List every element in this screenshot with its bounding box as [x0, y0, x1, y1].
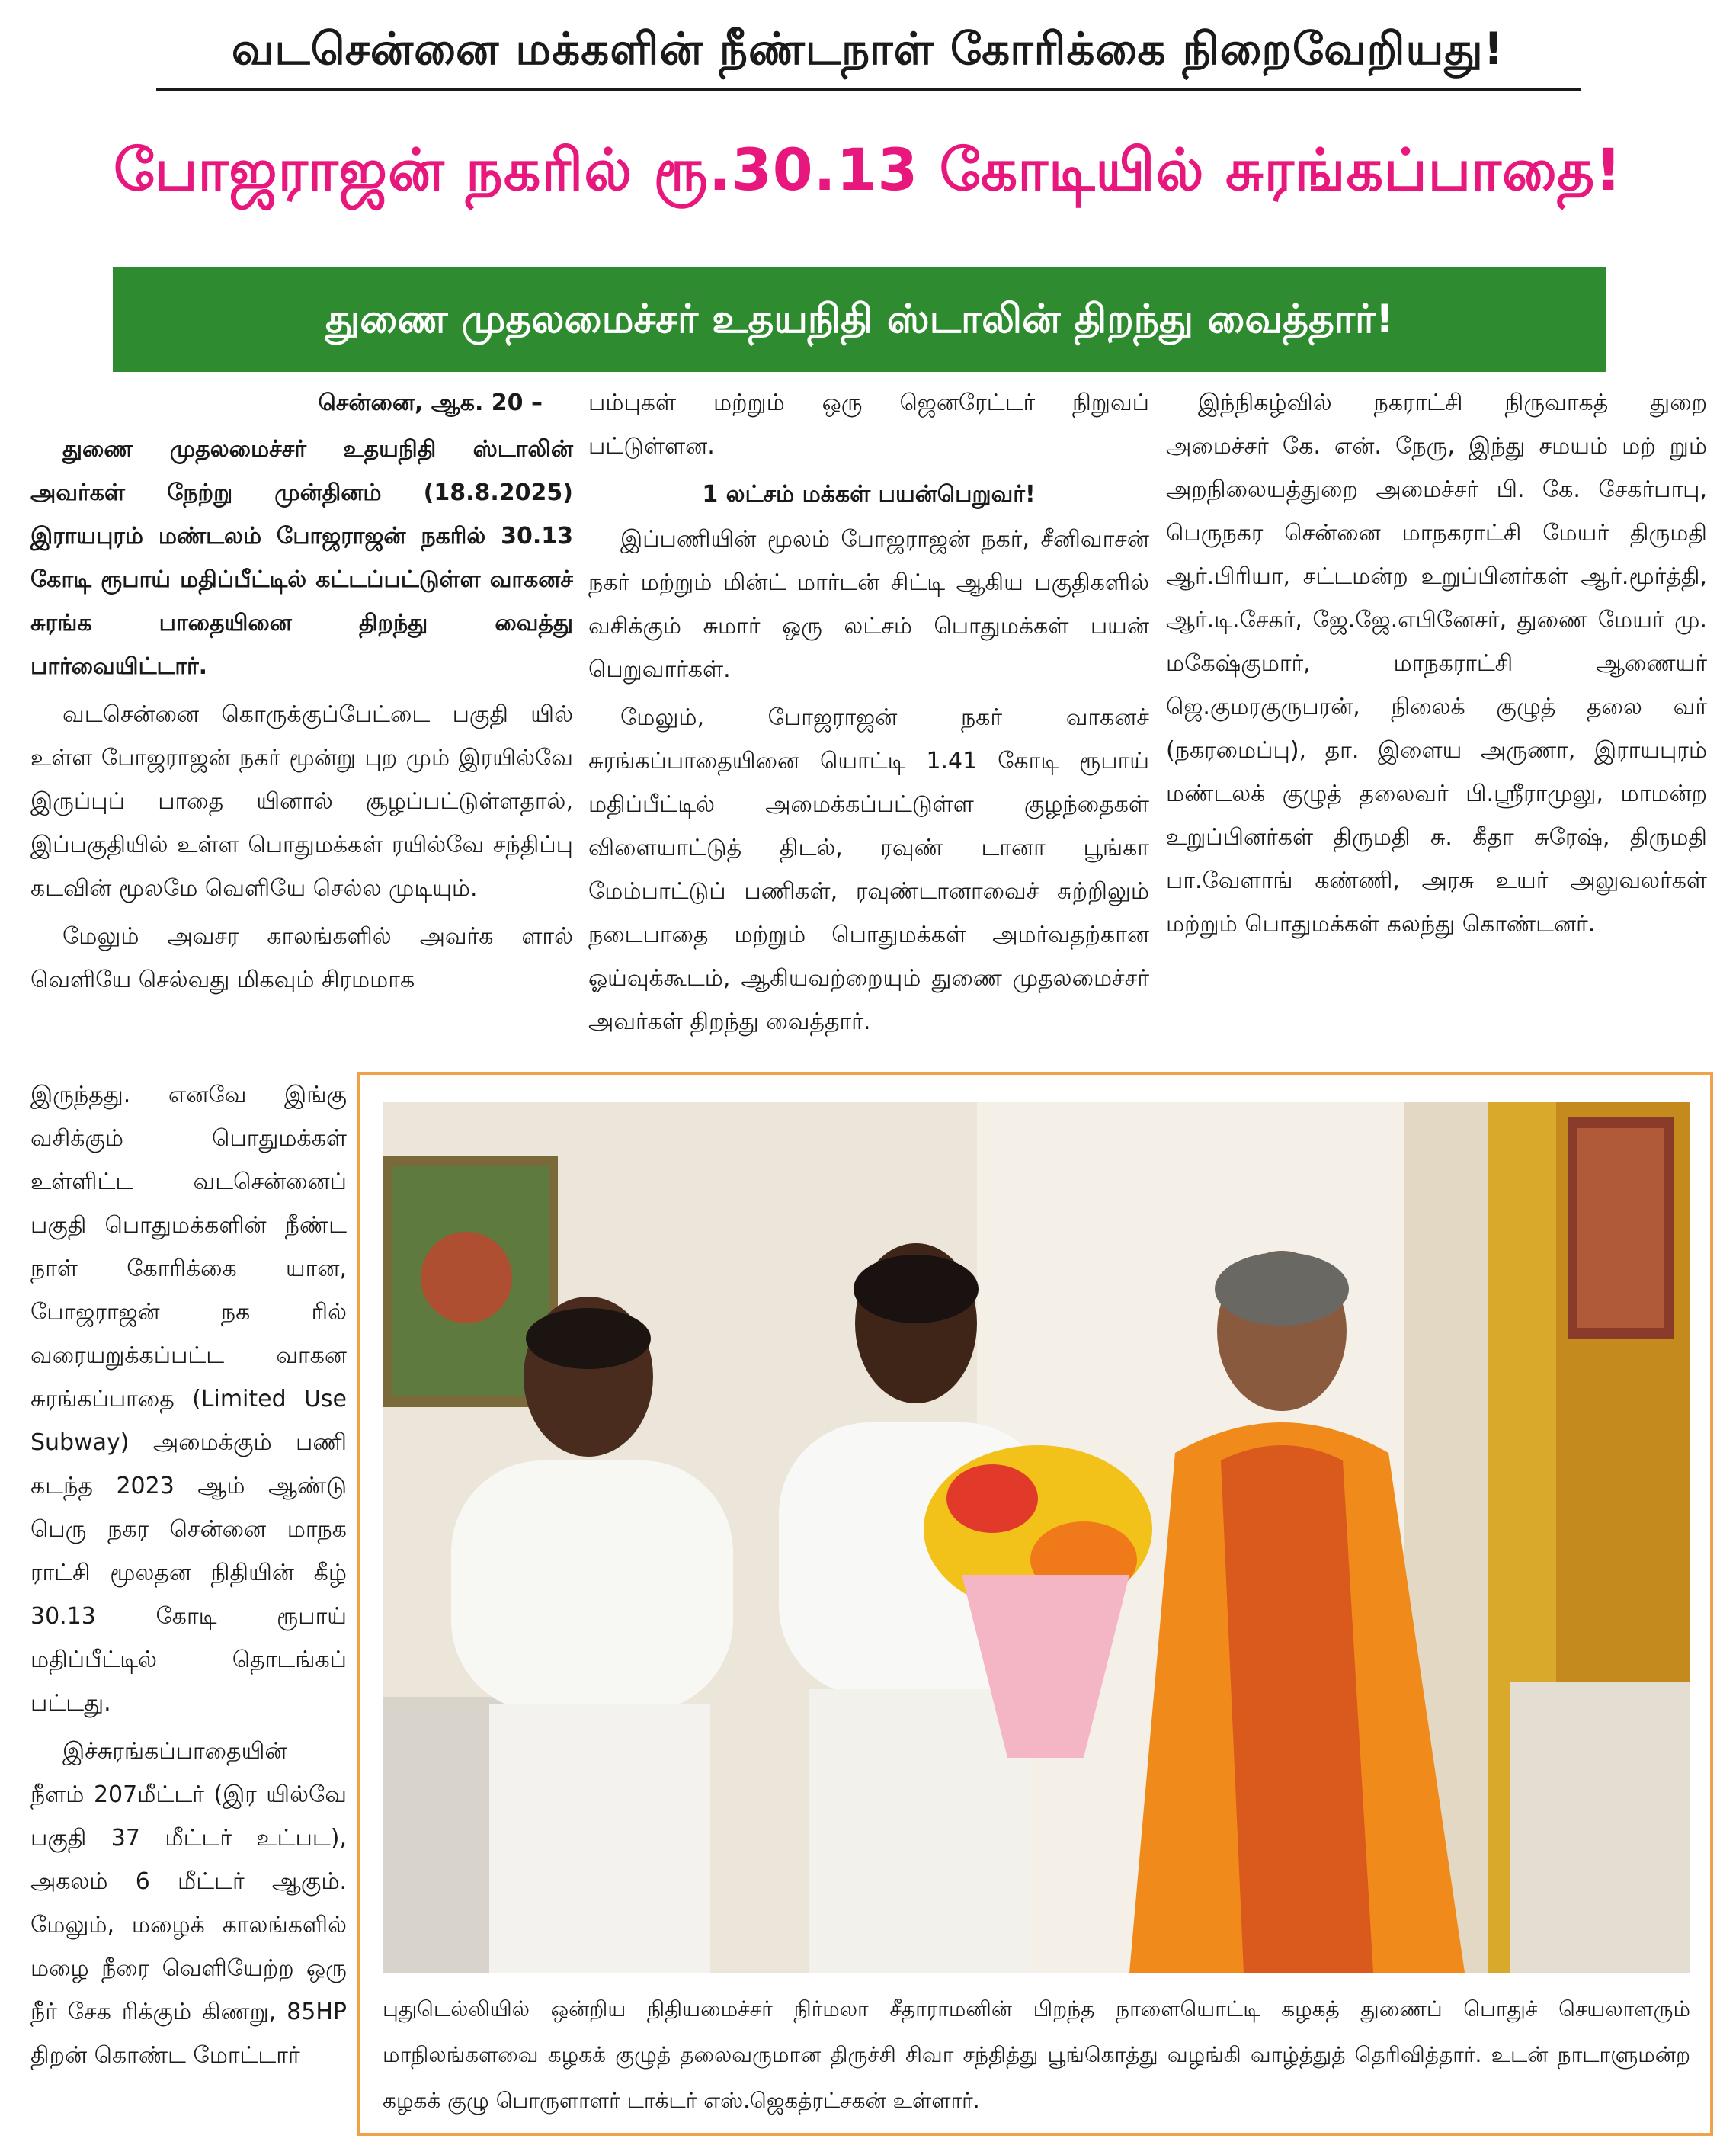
- crosshead: 1 லட்சம் மக்கள் பயன்பெறுவர்!: [702, 481, 1036, 508]
- news-photo: [383, 1102, 1690, 1973]
- article-narrow-column: [30, 1073, 347, 2082]
- article-paragraph: வடசென்னை கொருக்குப்பேட்டை பகுதி யில் உள்ள போஜராஜன் நகர் மூன்று புற மும் இரயில்வே இருப்புப் பாதை யினால் சூழப்பட்டுள்ளதால், இப்பகுதியில் உள்ள பொதுமக்கள் ரயில்வே சந்திப்பு கடவின் மூலமே வெளியே செல்ல முடியும்.: [30, 701, 573, 902]
- dateline: சென்னை, ஆக. 20 –: [318, 390, 543, 416]
- photo-box: [357, 1072, 1713, 2136]
- photo-illustration: [383, 1102, 1690, 1973]
- article-paragraph: இருந்தது. எனவே இங்கு வசிக்கும் பொதுமக்கள் உள்ளிட்ட வடசென்னைப் பகுதி பொதுமக்களின் நீண்ட நாள் கோரிக்கை யான, போஜராஜன் நக ரில் வரையறுக்கப்பட்ட வாகன சுரங்கப்பாதை (Limited Use Subway) அமைக்கும் பணி கடந்த 2023 ஆம் ஆண்டு பெரு நகர சென்னை மாநக ராட்சி மூலதன நிதியின் கீழ் 30.13 கோடி ரூபாய் மதிப்பீட்டில் தொடங்கப் பட்டது.: [30, 1082, 347, 1717]
- main-headline: போஜராஜன் நகரில் ரூ.30.13 கோடியில் சுரங்கப்பாதை!: [114, 136, 1622, 204]
- article-paragraph: மேலும், போஜராஜன் நகர் வாகனச் சுரங்கப்பாதையினை யொட்டி 1.41 கோடி ரூபாய் மதிப்பீட்டில் அமைக்கப்பட்டுள்ள குழந்தைகள் விளையாட்டுத் திடல், ரவுண் டானா பூங்கா மேம்பாட்டுப் பணிகள், ரவுண்டானாவைச் சுற்றிலும் நடைபாதை மற்றும் பொதுமக்கள் அமர்வதற்கான ஓய்வுக்கூடம், ஆகியவற்றையும் துணை முதலமைச்சர் அவர்கள் திறந்து வைத்தார்.: [588, 704, 1149, 1035]
- kicker-heading: வடசென்னை மக்களின் நீண்டநாள் கோரிக்கை நிறைவேறியது!: [231, 23, 1505, 75]
- subhead-banner: துணை முதலமைச்சர் உதயநிதி ஸ்டாலின் திறந்து வைத்தார்!: [113, 267, 1606, 372]
- article-paragraph: இந்நிகழ்வில் நகராட்சி நிருவாகத் துறை அமைச்சர் கே. என். நேரு, இந்து சமயம் மற் றும் அறநிலையத்துறை அமைச்சர் பி. கே. சேகர்பாபு, பெருநகர சென்னை மாநகராட்சி மேயர் திருமதி ஆர்.பிரியா, சட்டமன்ற உறுப்பினர்கள் ஆர்.மூர்த்தி, ஆர்.டி.சேகர், ஜே.ஜே.எபினேசர், துணை மேயர் மு. மகேஷ்குமார், மாநகராட்சி ஆணையர் ஜெ.குமரகுருபரன், நிலைக் குழுத் தலை வர் (நகரமைப்பு), தா. இளைய அருணா, இராயபுரம் மண்டலக் குழுத் தலைவர் பி.ஸ்ரீராமுலு, மாமன்ற உறுப்பினர்கள் திருமதி சு. கீதா சுரேஷ், திருமதி பா.வேளாங் கண்ணி, அரசு உயர் அலுவலர்கள் மற்றும் பொதுமக்கள் கலந்து கொண்டனர்.: [1166, 390, 1707, 938]
- article-paragraph: பம்புகள் மற்றும் ஒரு ஜெனரேட்டர் நிறுவப் பட்டுள்ளன.: [588, 390, 1149, 460]
- photo-caption: புதுடெல்லியில் ஒன்றிய நிதியமைச்சர் நிர்மலா சீதாராமனின் பிறந்த நாளையொட்டி கழகத் துணைப் பொதுச் செயலாளரும் மாநிலங்களவை கழகக் குழுத் தலைவருமான திருச்சி சிவா சந்தித்து பூங்கொத்து வழங்கி வாழ்த்துத் தெரிவித்தார். உடன் நாடாளுமன்ற கழகக் குழு பொருளாளர் டாக்டர் எஸ்.ஜெகத்ரட்சகன் உள்ளார்.: [383, 1996, 1690, 2113]
- article-paragraph: இச்சுரங்கப்பாதையின் நீளம் 207மீட்டர் (இர யில்வே பகுதி 37 மீட்டர் உட்பட), அகலம் 6 மீட்டர் ஆகும். மேலும், மழைக் காலங்களில் மழை நீரை வெளியேற்ற ஒரு நீர் சேக ரிக்கும் கிணறு, 85HP திறன் கொண்ட மோட்டார்: [30, 1738, 347, 2069]
- lead-paragraph: துணை முதலமைச்சர் உதயநிதி ஸ்டாலின் அவர்கள் நேற்று முன்தினம் (18.8.2025) இராயபுரம் மண்டலம் போஜராஜன் நகரில் 30.13 கோடி ரூபாய் மதிப்பீட்டில் கட்டப்பட்டுள்ள வாகனச் சுரங்க பாதையினை திறந்து வைத்து பார்வையிட்டார்.: [30, 436, 573, 680]
- article-column-1: [30, 381, 573, 1006]
- article-paragraph: இப்பணியின் மூலம் போஜராஜன் நகர், சீனிவாசன் நகர் மற்றும் மின்ட் மார்டன் சிட்டி ஆகிய பகுதிகளில் வசிக்கும் சுமார் ஒரு லட்சம் பொதுமக்கள் பயன் பெறுவார்கள்.: [588, 526, 1149, 683]
- kicker-underline: [156, 88, 1581, 91]
- article-paragraph: மேலும் அவசர காலங்களில் அவர்க ளால் வெளியே செல்வது மிகவும் சிரமமாக: [30, 923, 573, 993]
- article-column-3: [1166, 381, 1707, 951]
- article-column-2: [588, 381, 1149, 1048]
